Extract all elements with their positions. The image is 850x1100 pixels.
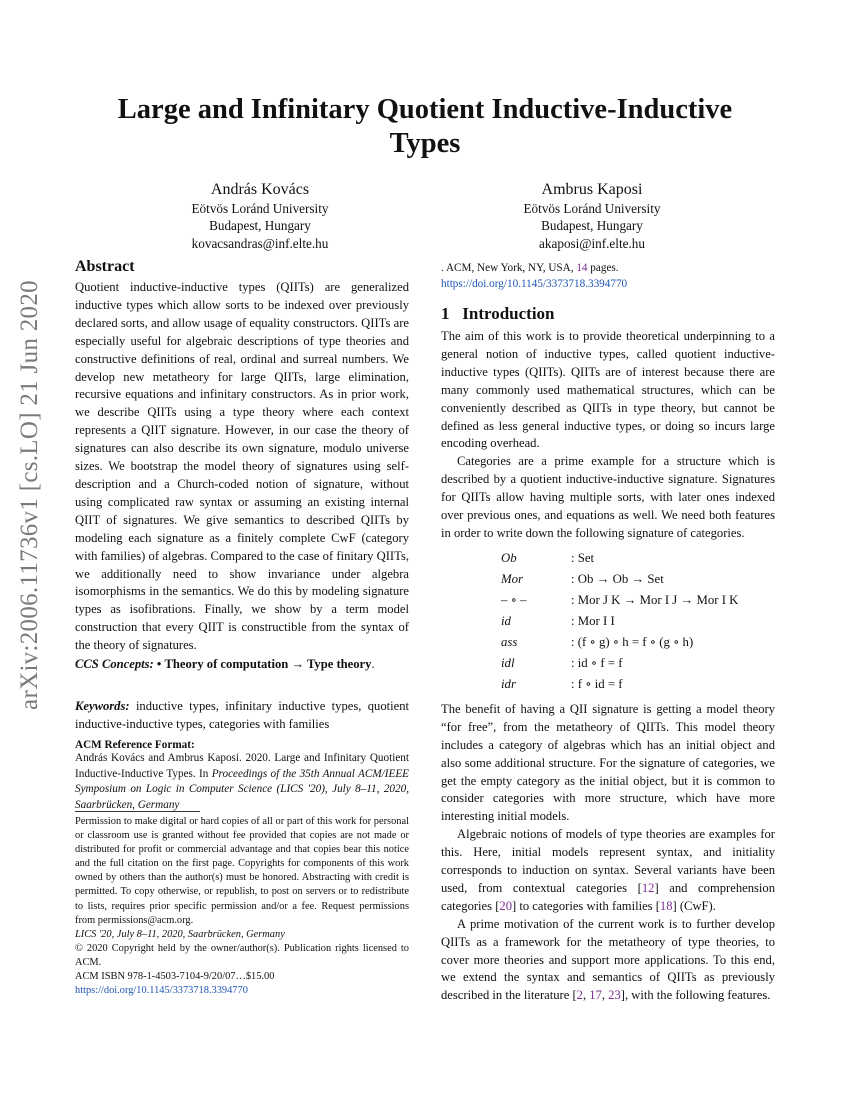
intro-paragraph-1: The aim of this work is to provide theoretical underpinning to a general notion of inductive types, called quotient inductive-inductive types (QIITs). QIITs are of interest because there are many commonly used mathematical structures, which can be conveniently described as QIITs in type theory, but cannot be defined as less general inductive types, or doing so incurs large encoding overhead. <box>441 329 775 451</box>
title-line-1: Large and Infinitary Quotient Inductive-Inductive <box>117 94 733 125</box>
author-affiliation: Eötvös Loránd University <box>523 201 661 216</box>
arxiv-sidebar <box>8 265 52 725</box>
author-location: Budapest, Hungary <box>209 218 311 234</box>
acm-reference-continued <box>441 261 775 292</box>
title-line-2: Types <box>389 128 461 159</box>
ccs-end: . <box>371 657 375 671</box>
permission-venue: LICS '20, July 8–11, 2020, Saarbrücken, Germany <box>75 928 285 940</box>
citation-link[interactable]: 2 <box>576 988 583 1003</box>
acm-reference-heading: ACM Reference Format: <box>75 739 195 751</box>
ccs-concepts <box>75 656 409 674</box>
signature-rhs: : Mor J K → Mor I J → Mor I K <box>571 592 739 607</box>
acm-reference-doi-link[interactable]: https://doi.org/10.1145/3373718.3394770 <box>441 277 628 290</box>
author-block-2 <box>492 179 692 252</box>
author-name: András Kovács <box>210 181 310 198</box>
abstract-text: Quotient inductive-inductive types (QIITs) are generalized inductive types which allow sorts to be indexed over previously declared sorts, and allow usage of equality constructors. QIITs are especially useful for algebraic descriptions of type theories and constructive definitions of real, ordinal and surreal numbers. We develop new metatheory for large QIITs, large elimination, recursive equations and infinitary constructors. As in prior work, we describe QIITs using a type theory where each context represents a QIIT signature. However, in our case the theory of signatures can also describe its own signature, modulo universe sizes. We bootstrap the model theory of signatures using self-description and a Church-coded notion of signature, without using complicated raw syntax or assuming an existing internal QIIT of signatures. We give semantics to described QIITs by modeling each signature as a finitely complete CwF (category with families) of algebras. Compared to the case of finitary QIITs, we additionally need to show invariance under algebra isomorphisms in the semantics. We do this by modeling signature types as isofibrations. Finally, we show by a term model construction that every QIIT is constructible from the syntax of the theory of signatures. <box>75 280 409 653</box>
signature-rhs: : (f ∘ g) ∘ h = f ∘ (g ∘ h) <box>571 634 694 649</box>
permission-text: Permission to make digital or hard copies of all or part of this work for personal or classroom use is granted without fee provided that copies are not made or distributed for profit or commercial advantage and that copies bear this notice and the full citation on the first page. Copyrights for components of this work owned by others than the author(s) must be honored. Abstracting with credit is permitted. To copy otherwise, or republish, to post on servers or to redistribute to lists, requires prior specific permission and/or a fee. Request permissions from permissions@acm.org. <box>75 816 409 926</box>
intro-p5-text: A prime motivation of the current work is to further develop QIITs as a framework for the metatheory of type theories, to cover more theories and support more applications. To this end, we extend the syntax and semantics of QIITs as previously described in the literature [ <box>441 916 775 1003</box>
signature-row <box>501 569 738 590</box>
ccs-concept: Theory of computation → Type theory <box>164 657 372 671</box>
keywords-label: Keywords: <box>75 699 130 713</box>
signature-row <box>501 548 738 569</box>
arxiv-identifier: arXiv:2006.11736v1 [cs.LO] 21 Jun 2020 <box>16 280 43 710</box>
intro-paragraph-3: The benefit of having a QII signature is getting a model theory “for free”, from the metatheory of QIITs. This model theory includes a category of algebras which has an initial object and also some additional structure. For the signature of categories, we get the empty category as the initial object, but it is common to consider categories with more structure, which have more interesting initial models. <box>441 701 775 824</box>
intro-p4-text: Algebraic notions of models of type theories are examples for this. Here, initial models represent syntax, and initiality corresponds to induction on syntax. Several variants have been used, from contextual categories [ <box>441 827 775 895</box>
acm-reference-text: András Kovács and Ambrus Kaposi. 2020. Large and Infinitary Quotient Inductive-Inductive Types. In <box>75 752 409 780</box>
signature-lhs: id <box>501 613 511 628</box>
acm-reference-pages-word: pages. <box>587 262 619 274</box>
signature-rhs: : Set <box>571 550 595 565</box>
signature-row <box>501 653 738 674</box>
citation-link[interactable]: 17 <box>589 988 602 1003</box>
paper-title <box>75 93 775 161</box>
signature-lhs: Mor <box>501 571 524 586</box>
acm-reference-pages[interactable]: 14 <box>576 262 588 274</box>
citation-link[interactable]: 23 <box>608 988 621 1003</box>
permission-copyright: © 2020 Copyright held by the owner/author(s). Publication rights licensed to ACM. <box>75 942 409 968</box>
ccs-bullet: • <box>156 657 162 671</box>
author-block-1 <box>160 179 360 252</box>
abstract-section <box>75 258 409 655</box>
permission-footnote <box>75 815 409 998</box>
author-affiliation: Eötvös Loránd University <box>191 201 329 216</box>
acm-reference-proceedings: Proceedings of the 35th Annual ACM/IEEE Symposium on Logic in Computer Science (LICS '20), July 8–11, 2020, Saarbrücken, Germany <box>75 767 409 811</box>
author-location: Budapest, Hungary <box>541 218 643 234</box>
intro-p5-text: ], with the following features. <box>620 988 771 1003</box>
signature-lhs: idl <box>501 655 515 670</box>
signature-row <box>501 611 738 632</box>
intro-p5-sep: , <box>601 988 609 1003</box>
keywords <box>75 698 409 734</box>
abstract-heading: Abstract <box>75 258 135 275</box>
author-email: kovacsandras@inf.elte.hu <box>191 235 329 251</box>
intro-paragraph-5 <box>441 916 775 1006</box>
signature-rhs: : Mor I I <box>571 613 615 628</box>
permission-isbn: ACM ISBN 978-1-4503-7104-9/20/07…$15.00 <box>75 971 275 983</box>
citation-link[interactable]: 20 <box>499 898 512 913</box>
acm-reference-rest: . ACM, New York, NY, USA, <box>441 262 577 274</box>
introduction-heading <box>441 304 775 324</box>
acm-reference <box>75 739 409 813</box>
section-number: 1 <box>441 304 450 323</box>
category-signature <box>501 548 738 695</box>
signature-rhs: : id ∘ f = f <box>571 655 623 670</box>
signature-lhs: Ob <box>501 550 517 565</box>
signature-row <box>501 632 738 653</box>
keywords-text: inductive types, infinitary inductive types, quotient inductive-inductive types, categories with families <box>75 699 409 731</box>
intro-p5-sep: , <box>582 988 590 1003</box>
introduction-section <box>441 304 775 1005</box>
citation-link[interactable]: 12 <box>641 880 655 895</box>
signature-row <box>501 674 738 695</box>
citation-link[interactable]: 18 <box>659 898 673 913</box>
intro-p4-text: ] to categories with families [ <box>511 898 660 913</box>
signature-lhs: – ∘ – <box>501 592 527 607</box>
intro-p4-text: ] and comprehension categories [ <box>441 880 775 913</box>
ccs-label: CCS Concepts: <box>75 657 154 671</box>
section-title: Introduction <box>462 304 555 323</box>
author-email: akaposi@inf.elte.hu <box>539 235 645 251</box>
signature-rhs: : Ob → Ob → Set <box>571 571 664 586</box>
permission-doi-link[interactable]: https://doi.org/10.1145/3373718.3394770 <box>75 985 248 997</box>
footnote-rule <box>75 811 200 812</box>
author-name: Ambrus Kaposi <box>541 181 643 198</box>
intro-paragraph-2: Categories are a prime example for a structure which is described by a quotient inductive-inductive signature. Signatures for QIITs allow having multiple sorts, with later ones indexed over previous ones, and equations as well. We need both features in order to write down the following signature of categories. <box>441 454 775 540</box>
intro-p4-text: ] (CwF). <box>672 898 716 913</box>
signature-lhs: ass <box>501 634 518 649</box>
signature-rhs: : f ∘ id = f <box>571 676 623 691</box>
intro-paragraph-4 <box>441 826 775 916</box>
signature-row <box>501 590 738 611</box>
signature-lhs: idr <box>501 676 516 691</box>
